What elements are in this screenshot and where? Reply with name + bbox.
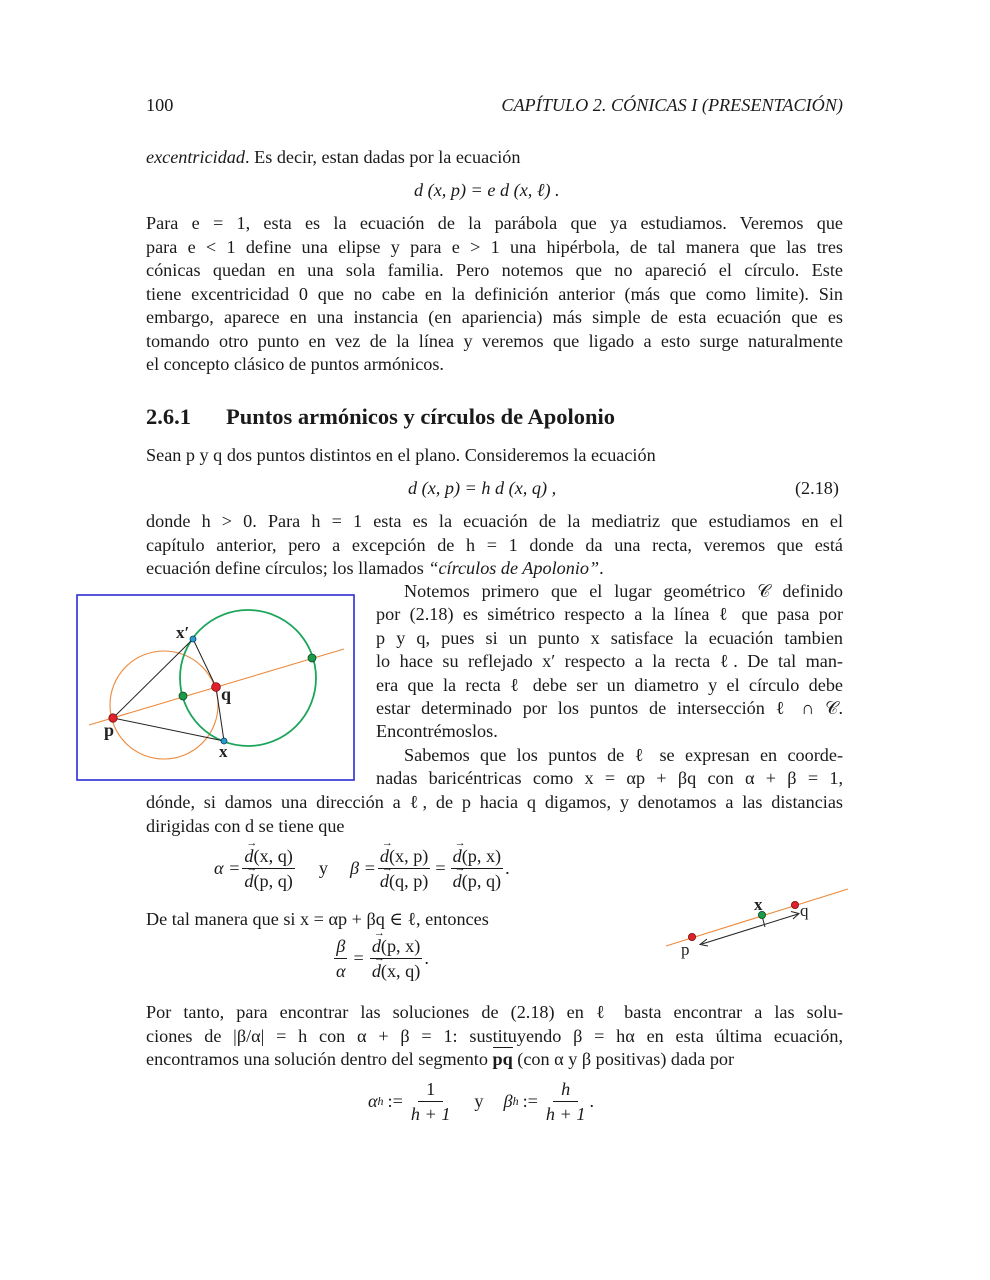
p1-line-2: para e < 1 define una elipse y para e > 1 una hipérbola, de tal manera que las tres	[146, 237, 843, 257]
equation-number-2-18: (2.18)	[795, 478, 839, 498]
page-number: 100	[146, 95, 174, 115]
p3-line-5: era que la recta ℓ debe ser un diametro y el círculo debe	[376, 674, 843, 695]
p4-line-2: nadas baricéntricas como x = αp + βq con α + β = 1,	[376, 768, 843, 789]
p1-line-7: el concepto clásico de puntos armónicos.	[146, 354, 444, 374]
p2-line-4: ecuación define círculos; los llamados “círculos de Apolonio”.	[146, 558, 604, 578]
p1-line-1: Para e = 1, esta es la ecuación de la parábola que ya estudiamos. Veremos que	[146, 213, 843, 233]
p3-line-2: por (2.18) es simétrico respecto a la línea ℓ que pasa por	[376, 604, 843, 625]
directed-segment-figure	[660, 880, 860, 960]
intro-line: excentricidad. Es decir, estan dadas por la ecuación	[146, 147, 521, 167]
segment-pq: pq	[492, 1049, 513, 1069]
p2-line-3: capítulo anterior, pero a excepción de h = 1 donde da una recta, veremos que está	[146, 535, 843, 555]
point-harmonic-outer	[308, 654, 316, 662]
section-title: Puntos armónicos y círculos de Apolonio	[226, 404, 615, 429]
p3-line-3: p y q, pues si un punto x satisface la ecuación tambien	[376, 627, 843, 648]
term-excentricidad: excentricidad	[146, 147, 245, 167]
fraction-beta-2: → d(p, x) → d(p, q)	[451, 845, 504, 892]
fraction-directed-distances: → d(p, x) → d(x, q)	[370, 935, 423, 982]
point-q-small	[791, 901, 798, 908]
p1-line-5: embargo, aparece en una instancia (en apariencia) más simple de esta ecuación que es	[146, 307, 843, 327]
label-q-small: q	[800, 901, 809, 920]
point-x-prime	[190, 636, 196, 642]
label-x-prime: x′	[176, 623, 190, 642]
p3-line-1: Notemos primero que el lugar geométrico 𝒞 definido	[404, 581, 843, 601]
p3-line-7: Encontrémoslos.	[376, 721, 498, 742]
equation-eccentricity: d (x, p) = e d (x, ℓ) .	[414, 180, 560, 200]
fraction-beta-1: → d(x, p) → d(q, p)	[378, 845, 431, 892]
fraction-alpha-h: $\frac{1}{h + 1}$	[410, 1079, 451, 1124]
point-harmonic-inner	[179, 692, 187, 700]
equation-alpha-beta-h: α h := $\frac{1}{h + 1}$ y β h := $\frac{h}{h + 1}$ .	[368, 1079, 594, 1124]
label-q: q	[221, 684, 232, 704]
fraction-beta-h: $\frac{h}{h + 1}$	[545, 1079, 586, 1124]
fraction-alpha: → d(x, q) → d(p, q)	[242, 845, 295, 892]
double-arrow	[702, 914, 798, 944]
p4-line-4: dirigidas con d se tiene que	[146, 816, 345, 836]
section-number: 2.6.1	[146, 404, 191, 429]
p1-line-3: cónicas quedan en una sola familia. Pero notemos que no apareció el círculo. Este	[146, 260, 843, 280]
p2-line-2: donde h > 0. Para h = 1 esta es la ecuación de la mediatriz que estudiamos en el	[146, 511, 843, 531]
p6-line-3: encontramos una solución dentro del segmento pq (con α y β positivas) dada por	[146, 1049, 735, 1069]
fraction-beta-over-alpha: $\frac{\beta}{\alpha}$	[336, 936, 346, 981]
label-x: x	[219, 742, 228, 761]
p1-line-6: tomando otro punto en vez de la línea y veremos que ligado a esto surge naturalmente	[146, 331, 843, 351]
p5-line: De tal manera que si x = αp + βq ∈ ℓ, entonces	[146, 909, 489, 929]
chapter-header: CAPÍTULO 2. CÓNICAS I (PRESENTACIÓN)	[501, 95, 843, 115]
p2-line-1: Sean p y q dos puntos distintos en el plano. Consideremos la ecuación	[146, 445, 656, 465]
p3-block	[376, 580, 843, 791]
apollonius-figure	[76, 594, 356, 782]
p6-line-2: ciones de |β/α| = h con α + β = 1: sustituyendo β = hα en esta última ecuación,	[146, 1026, 843, 1046]
p3-line-4: lo hace su reflejado x′ respecto a la recta ℓ. De tal man-	[376, 651, 843, 672]
label-x-small: x	[754, 895, 763, 914]
p4-line-3: dónde, si damos una dirección a ℓ, de p hacia q digamos, y denotamos a las distancias	[146, 792, 843, 812]
section-heading	[146, 404, 615, 430]
label-p-small: p	[681, 940, 690, 959]
p6-line-1: Por tanto, para encontrar las soluciones de (2.18) en ℓ basta encontrar a las solu-	[146, 1002, 843, 1022]
p1-line-4: tiene excentricidad 0 que no cabe en la definición anterior (más que como limite). Sin	[146, 284, 843, 304]
equation-2-18: d (x, p) = h d (x, q) ,	[408, 478, 557, 498]
term-circulos-apolonio: “círculos de Apolonio”	[428, 558, 600, 578]
p4-line-1: Sabemos que los puntos de ℓ se expresan en coorde-	[404, 744, 843, 765]
label-p: p	[104, 720, 115, 740]
equation-ratio: $\frac{\beta}{\alpha}$ = → d(p, x) → d(x, q) .	[332, 935, 429, 982]
point-q	[212, 683, 221, 692]
p3-line-6: estar determinado por los puntos de intersección ℓ ∩ 𝒞.	[376, 698, 843, 719]
equation-alpha-beta: α = → d(x, q) → d(p, q) y β = → d(x, p) → d(q, p) = → d(p, x) → d(p, q) .	[214, 845, 510, 892]
